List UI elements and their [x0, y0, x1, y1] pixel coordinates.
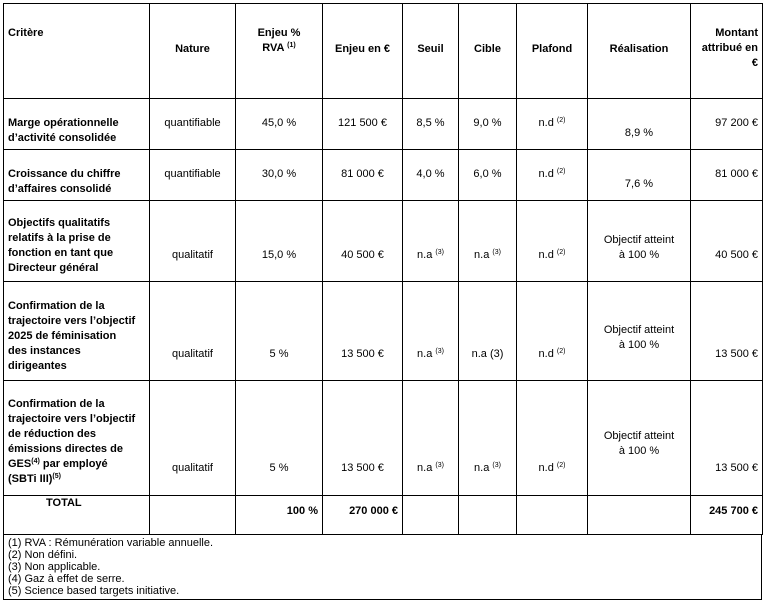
footnote: (3) Non applicable.: [8, 561, 101, 573]
footnote: (1) RVA : Rémunération variable annuelle.: [8, 537, 214, 549]
plafond-value: n.d: [538, 168, 554, 180]
cible-value: n.a: [474, 462, 490, 474]
enjeu-pct-cell: 30,0 %: [236, 150, 323, 201]
enjeu-eur-cell: 121 500 €: [323, 99, 403, 150]
criterion-line: Confirmation de la: [8, 300, 105, 312]
criterion-line: [8, 472, 145, 487]
enjeu-eur-cell: 40 500 €: [323, 201, 403, 282]
criterion-cell: [4, 201, 150, 282]
criterion-line: d’activité consolidée: [8, 132, 117, 144]
criterion-line: émissions directes de: [8, 443, 123, 455]
table-row: [4, 201, 763, 282]
header-cible: Cible: [459, 4, 517, 99]
total-empty-cell: [588, 496, 691, 535]
montant-cell: 13 500 €: [691, 282, 763, 381]
criterion-line: Confirmation de la: [8, 398, 105, 410]
seuil-note: (3): [435, 249, 444, 256]
enjeu-pct-cell: 15,0 %: [236, 201, 323, 282]
footnote: (2) Non défini.: [8, 549, 78, 561]
enjeu-pct-cell: 45,0 %: [236, 99, 323, 150]
criterion-cell: [4, 381, 150, 496]
cible-cell: n.a (3): [459, 282, 517, 381]
table-row: [4, 282, 763, 381]
header-montant: [691, 4, 763, 99]
criterion-line: 2025 de féminisation: [8, 330, 117, 342]
realisation-cell: 7,6 %: [588, 150, 691, 201]
footnotes: [3, 535, 762, 600]
plafond-note: (2): [556, 249, 566, 256]
montant-cell: 81 000 €: [691, 150, 763, 201]
enjeu-pct-cell: 5 %: [236, 282, 323, 381]
footnote: (4) Gaz à effet de serre.: [8, 573, 125, 585]
criterion-cell: [4, 99, 150, 150]
seuil-value: n.a: [417, 348, 433, 360]
realisation-cell: [588, 201, 691, 282]
criterion-line: trajectoire vers l’objectif: [8, 315, 136, 327]
criterion-line: d’affaires consolidé: [8, 183, 112, 195]
plafond-note: (2): [556, 117, 566, 124]
cible-value: n.a: [474, 249, 490, 261]
criterion-ges-note: (4): [31, 458, 40, 465]
plafond-note: (2): [556, 462, 566, 469]
criterion-cell: [4, 150, 150, 201]
seuil-cell: 8,5 %: [403, 99, 459, 150]
plafond-value: n.d: [538, 117, 554, 129]
criterion-sbti: (SBTi III): [8, 473, 53, 485]
criterion-line: trajectoire vers l’objectif: [8, 413, 136, 425]
header-enjeu-pct: [236, 4, 323, 99]
header-enjeu-eur: Enjeu en €: [323, 4, 403, 99]
seuil-cell: [403, 282, 459, 381]
seuil-cell: 4,0 %: [403, 150, 459, 201]
plafond-value: n.d: [538, 462, 554, 474]
plafond-value: n.d: [538, 249, 554, 261]
criterion-line: Marge opérationnelle: [8, 117, 119, 129]
criterion-line: Directeur général: [8, 262, 99, 274]
plafond-cell: [517, 381, 588, 496]
table-row: [4, 99, 763, 150]
plafond-note: (2): [556, 348, 566, 355]
criteria-table: [3, 3, 763, 535]
criterion-line: Objectifs qualitatifs: [8, 217, 111, 229]
criterion-line: dirigeantes: [8, 360, 67, 372]
criterion-line: relatifs à la prise de: [8, 232, 111, 244]
realisation-cell: [588, 282, 691, 381]
total-enjeu-eur: 270 000 €: [323, 496, 403, 535]
header-enjeu-pct-line2: [240, 41, 318, 56]
criterion-cell: [4, 282, 150, 381]
realisation-cell: [588, 381, 691, 496]
cible-cell: 9,0 %: [459, 99, 517, 150]
remuneration-table-container: [3, 3, 762, 600]
seuil-note: (3): [435, 462, 444, 469]
header-enjeu-pct-note: (1): [287, 42, 296, 49]
enjeu-eur-cell: 13 500 €: [323, 282, 403, 381]
table-row: [4, 150, 763, 201]
realisation-line: Objectif atteint: [603, 234, 675, 246]
realisation-line: à 100 %: [618, 249, 660, 261]
criterion-line: fonction en tant que: [8, 247, 114, 259]
header-enjeu-pct-rva: RVA: [262, 42, 285, 54]
cible-note: (3): [492, 462, 501, 469]
realisation-line: Objectif atteint: [603, 324, 675, 336]
enjeu-pct-cell: 5 %: [236, 381, 323, 496]
header-nature: Nature: [150, 4, 236, 99]
cible-cell: 6,0 %: [459, 150, 517, 201]
total-empty-cell: [459, 496, 517, 535]
plafond-cell: [517, 150, 588, 201]
cible-cell: [459, 201, 517, 282]
realisation-cell: 8,9 %: [588, 99, 691, 150]
criterion-sbti-note: (5): [52, 473, 61, 480]
criterion-line: Croissance du chiffre: [8, 168, 121, 180]
plafond-cell: [517, 282, 588, 381]
header-montant-line2: attribué en €: [701, 42, 758, 69]
montant-cell: 40 500 €: [691, 201, 763, 282]
total-montant: 245 700 €: [691, 496, 763, 535]
total-empty-cell: [403, 496, 459, 535]
total-empty-cell: [150, 496, 236, 535]
criterion-line: de réduction des: [8, 428, 97, 440]
nature-cell: qualitatif: [150, 201, 236, 282]
plafond-cell: [517, 99, 588, 150]
seuil-cell: [403, 201, 459, 282]
plafond-cell: [517, 201, 588, 282]
header-seuil: Seuil: [403, 4, 459, 99]
header-critere: Critère: [4, 4, 150, 99]
enjeu-eur-cell: 81 000 €: [323, 150, 403, 201]
nature-cell: quantifiable: [150, 150, 236, 201]
seuil-value: n.a: [417, 249, 433, 261]
footnote: (5) Science based targets initiative.: [8, 585, 180, 597]
montant-cell: 97 200 €: [691, 99, 763, 150]
plafond-value: n.d: [538, 348, 554, 360]
plafond-note: (2): [556, 168, 566, 175]
nature-cell: qualitatif: [150, 381, 236, 496]
cible-cell: [459, 381, 517, 496]
header-plafond: Plafond: [517, 4, 588, 99]
nature-cell: qualitatif: [150, 282, 236, 381]
total-empty-cell: [517, 496, 588, 535]
criterion-line: [8, 457, 145, 472]
seuil-note: (3): [435, 348, 444, 355]
cible-note: (3): [492, 249, 501, 256]
montant-cell: 13 500 €: [691, 381, 763, 496]
realisation-line: à 100 %: [618, 445, 660, 457]
header-enjeu-pct-line1: Enjeu %: [257, 27, 301, 39]
seuil-cell: [403, 381, 459, 496]
enjeu-eur-cell: 13 500 €: [323, 381, 403, 496]
criterion-ges-rest: par employé: [39, 458, 108, 470]
total-label: TOTAL: [4, 496, 150, 535]
table-header-row: [4, 4, 763, 99]
criterion-line: des instances: [8, 345, 81, 357]
realisation-line: Objectif atteint: [603, 430, 675, 442]
header-montant-line1: Montant: [715, 27, 758, 39]
seuil-value: n.a: [417, 462, 433, 474]
realisation-line: à 100 %: [618, 339, 660, 351]
nature-cell: quantifiable: [150, 99, 236, 150]
total-enjeu-pct: 100 %: [236, 496, 323, 535]
table-row: [4, 381, 763, 496]
header-realisation: Réalisation: [588, 4, 691, 99]
criterion-ges: GES: [8, 458, 32, 470]
total-row: [4, 496, 763, 535]
